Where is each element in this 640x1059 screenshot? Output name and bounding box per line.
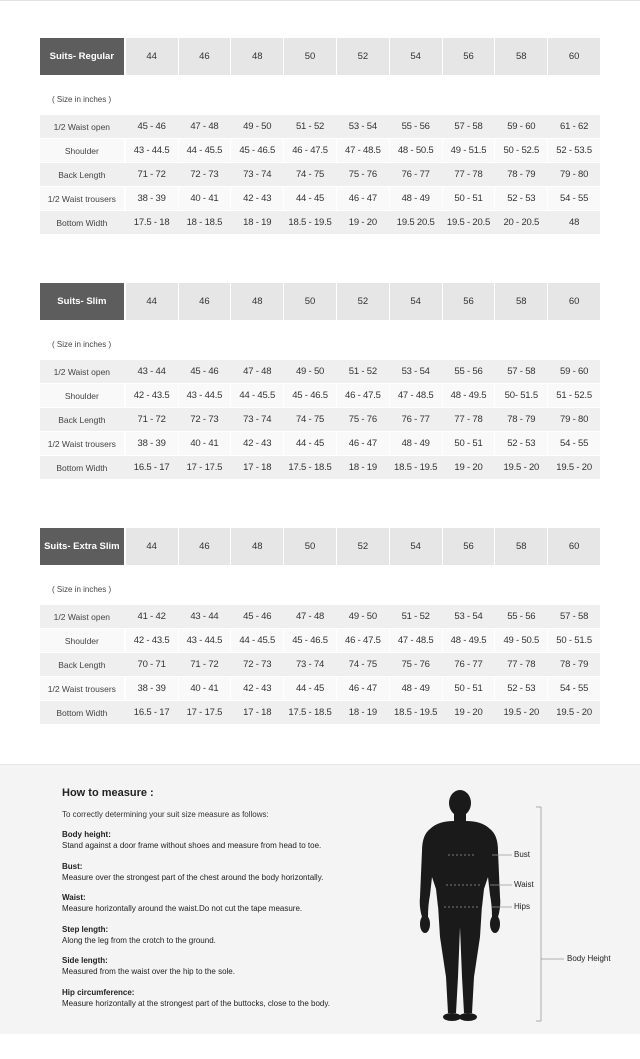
size-header: 44 (126, 528, 178, 565)
measure-description: Measure over the strongest part of the chest around the body horizontally. (62, 873, 324, 882)
size-table-regular (40, 38, 600, 228)
table-row (40, 653, 600, 676)
table-cell: 49 - 51.5 (443, 139, 495, 162)
size-header: 44 (126, 283, 178, 320)
row-label: Shoulder (40, 384, 124, 407)
row-label: 1/2 Waist trousers (40, 677, 124, 700)
table-cell: 17.5 - 18 (126, 211, 178, 234)
table-cell: 16.5 - 17 (126, 456, 178, 479)
table-cell: 47 - 48.5 (390, 629, 442, 652)
table-cell: 44 - 45 (284, 432, 336, 455)
table-cell: 54 - 55 (548, 187, 600, 210)
measure-description: Along the leg from the crotch to the ground. (62, 936, 216, 945)
table-cell: 42 - 43.5 (126, 629, 178, 652)
table-title: Suits- Extra Slim (40, 528, 124, 565)
table-row (40, 677, 600, 700)
table-body (40, 359, 600, 479)
table-cell: 52 - 53 (495, 677, 547, 700)
table-cell: 19 - 20 (443, 701, 495, 724)
table-cell: 51 - 52.5 (548, 384, 600, 407)
table-cell: 43 - 44 (179, 605, 231, 628)
size-header: 52 (337, 528, 389, 565)
table-cell: 50 - 52.5 (495, 139, 547, 162)
table-cell: 50- 51.5 (495, 384, 547, 407)
table-cell: 49 - 50 (284, 360, 336, 383)
measure-item-body-height (62, 829, 321, 851)
size-unit-note: ( Size in inches ) (52, 95, 112, 104)
table-cell: 18.5 - 19.5 (390, 701, 442, 724)
bust-label: Bust (514, 850, 531, 859)
table-header (40, 38, 600, 75)
table-cell: 48 - 50.5 (390, 139, 442, 162)
table-cell: 74 - 75 (337, 653, 389, 676)
table-cell: 72 - 73 (179, 163, 231, 186)
row-label: Bottom Width (40, 701, 124, 724)
table-cell: 47 - 48.5 (390, 384, 442, 407)
size-header: 54 (390, 38, 442, 75)
table-cell: 44 - 45.5 (231, 384, 283, 407)
table-cell: 38 - 39 (126, 187, 178, 210)
size-header: 54 (390, 528, 442, 565)
table-cell: 47 - 48 (231, 360, 283, 383)
size-header: 46 (179, 283, 231, 320)
size-header: 52 (337, 38, 389, 75)
table-cell: 46 - 47.5 (337, 384, 389, 407)
table-cell: 46 - 47.5 (337, 629, 389, 652)
table-row (40, 360, 600, 383)
table-cell: 57 - 58 (548, 605, 600, 628)
size-header: 60 (548, 528, 600, 565)
table-cell: 71 - 72 (179, 653, 231, 676)
table-cell: 48 - 49 (390, 432, 442, 455)
measure-heading: Waist: (62, 893, 86, 902)
table-row (40, 211, 600, 234)
table-cell: 48 - 49.5 (443, 629, 495, 652)
table-cell: 17 - 17.5 (179, 456, 231, 479)
measure-heading: Step length: (62, 925, 109, 934)
row-label: Bottom Width (40, 211, 124, 234)
table-cell: 49 - 50 (231, 115, 283, 138)
table-cell: 55 - 56 (443, 360, 495, 383)
table-cell: 18.5 - 19.5 (284, 211, 336, 234)
table-cell: 74 - 75 (284, 408, 336, 431)
table-cell: 19 - 20 (443, 456, 495, 479)
size-header: 48 (231, 283, 283, 320)
table-cell: 52 - 53 (495, 187, 547, 210)
row-label: 1/2 Waist trousers (40, 432, 124, 455)
table-cell: 51 - 52 (337, 360, 389, 383)
size-header: 54 (390, 283, 442, 320)
table-cell: 57 - 58 (495, 360, 547, 383)
table-cell: 52 - 53.5 (548, 139, 600, 162)
table-cell: 18 - 19 (231, 211, 283, 234)
size-header: 48 (231, 528, 283, 565)
size-header: 50 (284, 528, 336, 565)
table-cell: 53 - 54 (337, 115, 389, 138)
table-cell: 54 - 55 (548, 677, 600, 700)
size-header: 56 (443, 528, 495, 565)
table-cell: 43 - 44.5 (126, 139, 178, 162)
table-cell: 40 - 41 (179, 432, 231, 455)
table-cell: 73 - 74 (231, 163, 283, 186)
table-cell: 20 - 20.5 (495, 211, 547, 234)
table-cell: 46 - 47 (337, 677, 389, 700)
table-cell: 18 - 19 (337, 456, 389, 479)
table-cell: 59 - 60 (548, 360, 600, 383)
table-cell: 72 - 73 (231, 653, 283, 676)
table-cell: 52 - 53 (495, 432, 547, 455)
table-cell: 44 - 45.5 (231, 629, 283, 652)
measure-item-step-length (62, 924, 216, 946)
table-cell: 16.5 - 17 (126, 701, 178, 724)
table-cell: 43 - 44.5 (179, 384, 231, 407)
table-cell: 77 - 78 (443, 408, 495, 431)
table-cell: 59 - 60 (495, 115, 547, 138)
measure-intro: To correctly determining your suit size measure as follows: (62, 810, 269, 819)
table-header (40, 528, 600, 565)
table-row (40, 139, 600, 162)
size-header: 52 (337, 283, 389, 320)
table-cell: 71 - 72 (126, 408, 178, 431)
row-label: Shoulder (40, 139, 124, 162)
table-cell: 76 - 77 (443, 653, 495, 676)
table-cell: 55 - 56 (495, 605, 547, 628)
table-cell: 45 - 46.5 (231, 139, 283, 162)
table-cell: 47 - 48 (284, 605, 336, 628)
table-row (40, 432, 600, 455)
table-cell: 72 - 73 (179, 408, 231, 431)
table-cell: 45 - 46.5 (284, 629, 336, 652)
table-cell: 61 - 62 (548, 115, 600, 138)
table-cell: 18 - 19 (337, 701, 389, 724)
table-cell: 19.5 - 20 (495, 456, 547, 479)
measure-description: Measured from the waist over the hip to the sole. (62, 967, 235, 976)
measure-item-side-length (62, 955, 235, 977)
table-cell: 53 - 54 (443, 605, 495, 628)
table-cell: 45 - 46 (179, 360, 231, 383)
table-cell: 50 - 51 (443, 432, 495, 455)
size-header: 58 (495, 528, 547, 565)
measure-description: Measure horizontally at the strongest part of the buttocks, close to the body. (62, 999, 330, 1008)
table-cell: 48 - 49 (390, 677, 442, 700)
table-cell: 78 - 79 (495, 163, 547, 186)
table-cell: 41 - 42 (126, 605, 178, 628)
table-cell: 17 - 18 (231, 456, 283, 479)
size-header: 46 (179, 38, 231, 75)
table-row (40, 384, 600, 407)
table-cell: 51 - 52 (390, 605, 442, 628)
row-label: 1/2 Waist open (40, 605, 124, 628)
table-cell: 19.5 - 20 (548, 701, 600, 724)
table-cell: 19 - 20 (337, 211, 389, 234)
table-cell: 55 - 56 (390, 115, 442, 138)
row-label: Shoulder (40, 629, 124, 652)
table-cell: 71 - 72 (126, 163, 178, 186)
size-header: 46 (179, 528, 231, 565)
table-body (40, 114, 600, 234)
table-cell: 75 - 76 (337, 408, 389, 431)
table-cell: 51 - 52 (284, 115, 336, 138)
size-header: 58 (495, 38, 547, 75)
measure-item-hip-circumference (62, 987, 330, 1009)
size-header: 58 (495, 283, 547, 320)
size-table-slim (40, 283, 600, 473)
body-measurement-figure (408, 777, 638, 1027)
table-cell: 77 - 78 (443, 163, 495, 186)
table-cell: 19.5 - 20 (495, 701, 547, 724)
table-body (40, 604, 600, 724)
table-row (40, 605, 600, 628)
table-row (40, 115, 600, 138)
row-label: Back Length (40, 653, 124, 676)
table-cell: 43 - 44.5 (179, 629, 231, 652)
table-cell: 19.5 - 20.5 (443, 211, 495, 234)
table-cell: 46 - 47.5 (284, 139, 336, 162)
table-cell: 19.5 - 20 (548, 456, 600, 479)
table-cell: 42 - 43.5 (126, 384, 178, 407)
top-divider (0, 0, 640, 1)
table-cell: 48 - 49.5 (443, 384, 495, 407)
table-cell: 73 - 74 (231, 408, 283, 431)
measure-heading: Body height: (62, 830, 111, 839)
table-row (40, 629, 600, 652)
size-table-extra-slim (40, 528, 600, 718)
row-label: 1/2 Waist trousers (40, 187, 124, 210)
table-row (40, 408, 600, 431)
table-cell: 48 - 49 (390, 187, 442, 210)
size-unit-note: ( Size in inches ) (52, 340, 112, 349)
table-cell: 44 - 45 (284, 677, 336, 700)
table-cell: 76 - 77 (390, 163, 442, 186)
table-cell: 46 - 47 (337, 187, 389, 210)
table-cell: 49 - 50 (337, 605, 389, 628)
table-cell: 42 - 43 (231, 677, 283, 700)
table-cell: 17.5 - 18.5 (284, 456, 336, 479)
table-cell: 18.5 - 19.5 (390, 456, 442, 479)
size-header: 48 (231, 38, 283, 75)
table-title: Suits- Regular (40, 38, 124, 75)
table-cell: 57 - 58 (443, 115, 495, 138)
size-unit-note: ( Size in inches ) (52, 585, 112, 594)
table-row (40, 456, 600, 479)
table-cell: 48 (548, 211, 600, 234)
table-cell: 44 - 45.5 (179, 139, 231, 162)
measure-title: How to measure : (62, 787, 154, 799)
measure-description: Stand against a door frame without shoes and measure from head to toe. (62, 841, 322, 850)
row-label: 1/2 Waist open (40, 360, 124, 383)
measure-item-waist (62, 892, 302, 914)
size-header: 56 (443, 38, 495, 75)
size-header: 50 (284, 283, 336, 320)
table-cell: 49 - 50.5 (495, 629, 547, 652)
table-cell: 42 - 43 (231, 187, 283, 210)
how-to-measure-panel (0, 764, 640, 1034)
table-cell: 40 - 41 (179, 677, 231, 700)
table-cell: 19.5 20.5 (390, 211, 442, 234)
measure-description: Measure horizontally around the waist.Do not cut the tape measure. (62, 904, 303, 913)
size-header: 56 (443, 283, 495, 320)
table-cell: 38 - 39 (126, 677, 178, 700)
row-label: 1/2 Waist open (40, 115, 124, 138)
table-cell: 18 - 18.5 (179, 211, 231, 234)
table-cell: 73 - 74 (284, 653, 336, 676)
table-cell: 75 - 76 (390, 653, 442, 676)
table-title: Suits- Slim (40, 283, 124, 320)
table-cell: 50 - 51.5 (548, 629, 600, 652)
row-label: Back Length (40, 408, 124, 431)
table-cell: 50 - 51 (443, 677, 495, 700)
table-cell: 43 - 44 (126, 360, 178, 383)
size-header: 50 (284, 38, 336, 75)
table-cell: 45 - 46 (231, 605, 283, 628)
table-cell: 54 - 55 (548, 432, 600, 455)
size-header: 44 (126, 38, 178, 75)
table-header (40, 283, 600, 320)
table-cell: 47 - 48 (179, 115, 231, 138)
measure-heading: Bust: (62, 862, 83, 871)
table-cell: 53 - 54 (390, 360, 442, 383)
row-label: Bottom Width (40, 456, 124, 479)
table-cell: 17 - 17.5 (179, 701, 231, 724)
table-cell: 45 - 46.5 (284, 384, 336, 407)
table-row (40, 163, 600, 186)
table-row (40, 701, 600, 724)
table-cell: 79 - 80 (548, 408, 600, 431)
size-header: 60 (548, 38, 600, 75)
table-row (40, 187, 600, 210)
table-cell: 17.5 - 18.5 (284, 701, 336, 724)
table-cell: 78 - 79 (548, 653, 600, 676)
row-label: Back Length (40, 163, 124, 186)
hips-label: Hips (514, 902, 531, 911)
table-cell: 76 - 77 (390, 408, 442, 431)
measure-heading: Hip circumference: (62, 988, 135, 997)
table-cell: 74 - 75 (284, 163, 336, 186)
table-cell: 17 - 18 (231, 701, 283, 724)
table-cell: 44 - 45 (284, 187, 336, 210)
table-cell: 47 - 48.5 (337, 139, 389, 162)
table-cell: 77 - 78 (495, 653, 547, 676)
body-height-label: Body Height (567, 954, 611, 963)
measure-heading: Side length: (62, 956, 108, 965)
measure-item-bust (62, 861, 323, 883)
table-cell: 38 - 39 (126, 432, 178, 455)
table-cell: 79 - 80 (548, 163, 600, 186)
table-cell: 46 - 47 (337, 432, 389, 455)
table-cell: 70 - 71 (126, 653, 178, 676)
table-cell: 75 - 76 (337, 163, 389, 186)
size-header: 60 (548, 283, 600, 320)
table-cell: 42 - 43 (231, 432, 283, 455)
table-cell: 45 - 46 (126, 115, 178, 138)
table-cell: 40 - 41 (179, 187, 231, 210)
table-cell: 50 - 51 (443, 187, 495, 210)
table-cell: 78 - 79 (495, 408, 547, 431)
waist-label: Waist (514, 880, 534, 889)
